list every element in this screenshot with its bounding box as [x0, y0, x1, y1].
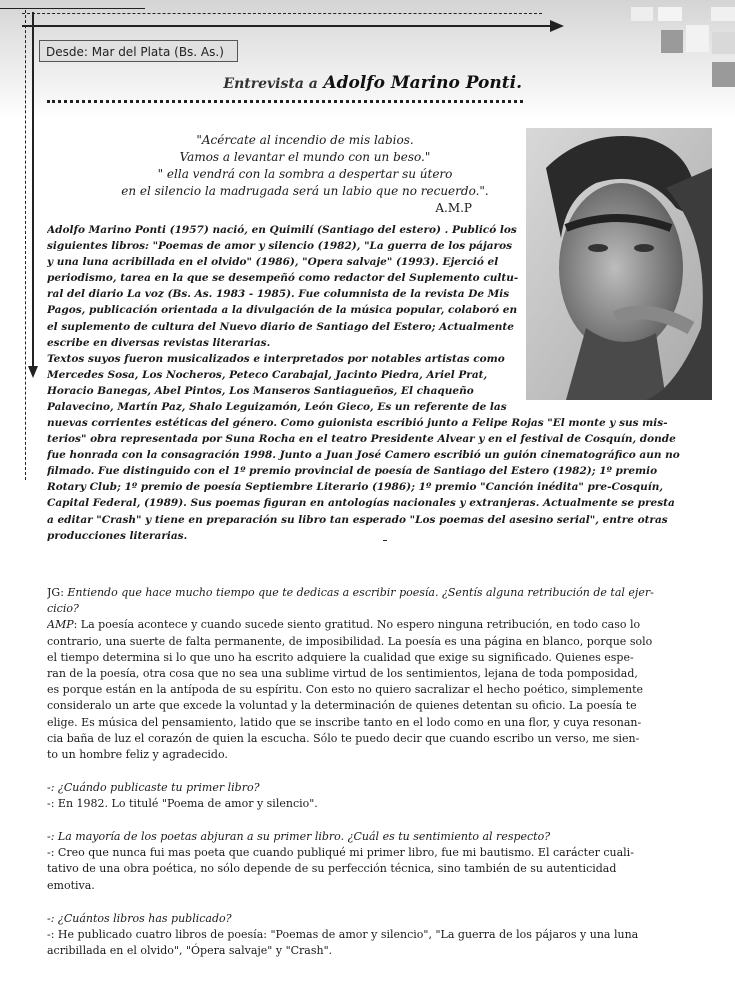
- answer-line: consideralo un arte que excede la voluntad y la determinación de quienes detentan su oficio. La poesía te: [47, 699, 637, 713]
- bio-line: a editar "Crash" y tiene en preparación su libro tan esperado "Los poemas del asesino serial", entre otras: [47, 513, 668, 526]
- answer-line: elige. Es música del pensamiento, latido que se inscribe tanto en el lodo como en una flor, y cuya resonan-: [47, 715, 642, 729]
- answer-line: emotiva.: [47, 878, 95, 892]
- bio-line: siguientes libros: "Poemas de amor y silencio (1982), "La guerra de los pájaros: [47, 240, 512, 253]
- bio-line: Rotary Club; 1º premio de poesía Septiembre Literario (1986); 1º premio "Canción inédita" pre-Cosquín,: [47, 481, 663, 494]
- bio-line: terios" obra representada por Suna Rocha en el teatro Presidente Alvear y en el festival de Cosquín, donde: [47, 433, 676, 446]
- arrow-down-icon: [28, 366, 38, 378]
- answer-line: acribillada en el olvido", "Ópera salvaje" y "Crash".: [47, 944, 333, 958]
- bio-line: Palavecino, Martín Paz, Shalo Leguizamón, León Gieco, Es un referente de las: [47, 401, 507, 414]
- answer-line: es porque están en la antípoda de su espíritu. Con esto no quiero sacralizar el hecho poético, simplemente: [47, 683, 644, 697]
- question-line: -: La mayoría de los poetas abjuran a su primer libro. ¿Cuál es tu sentimiento al respecto?: [47, 830, 551, 843]
- decor-line: [0, 8, 145, 9]
- bio-line: escribe en diversas revistas literarias.: [47, 336, 271, 349]
- bio-line: periodismo, tarea en la que se desempeñó como redactor del Suplemento cultu-: [47, 272, 519, 285]
- bio-line: Pagos, publicación orientada a la divulgación de la música popular, colaboró en: [47, 304, 518, 317]
- poem-line: en el silencio la madrugada será un labio que no recuerdo.".: [121, 184, 489, 198]
- decor-arrow-line: [32, 12, 34, 367]
- interviewer-label: JG:: [47, 586, 68, 599]
- question-line: -: ¿Cuándo publicaste tu primer libro?: [47, 781, 260, 794]
- answerer-label: AMP: [47, 618, 74, 632]
- answer-text: : La poesía acontece y cuando sucede siento gratitud. No espero ninguna retribución, en todo caso lo: [73, 618, 641, 632]
- question-text: Entiendo que hace mucho tiempo que te dedicas a escribir poesía. ¿Sentís alguna retribución de tal ejer-: [67, 586, 654, 599]
- bio-line: y una luna acribillada en el olvido" (1986), "Opera salvaje" (1993). Ejerció el: [47, 256, 499, 269]
- decor-square: [686, 25, 709, 52]
- title-prefix: Entrevista a: [223, 76, 318, 92]
- answer-line: el tiempo determina si lo que uno ha escrito adquiere la cualidad que exige su significado. Quienes espe-: [47, 650, 634, 664]
- answer-line: tativo de una obra poética, no sólo depende de su perfección técnica, sino también de su autenticidad: [47, 862, 617, 876]
- bio-line: Horacio Banegas, Abel Pintos, Los Manseros Santiagueños, El chaqueño: [47, 384, 474, 397]
- decor-square: [712, 62, 735, 87]
- title-name: Adolfo Marino Ponti.: [323, 73, 522, 93]
- decor-square: [661, 30, 683, 53]
- bio-line: ral del diario La voz (Bs. As. 1983 - 1985). Fue columnista de la revista De Mis: [47, 288, 510, 301]
- decor-dashed-line: [22, 13, 542, 14]
- answer-line: to un hombre feliz y agradecido.: [47, 748, 228, 762]
- bio-line: filmado. Fue distinguido con el 1º premio provincial de poesía de Santiago del Estero (1982); 1º premio: [47, 465, 658, 478]
- question-line: cicio?: [47, 602, 79, 616]
- location-label: Desde: Mar del Plata (Bs. As.): [39, 40, 238, 62]
- bio-line: Adolfo Marino Ponti (1957) nació, en Quimilí (Santiago del estero) . Publicó los: [47, 224, 517, 236]
- bio-paragraph: [47, 222, 521, 415]
- decor-mark: [383, 540, 387, 541]
- answer-line: -: Creo que nunca fui mas poeta que cuando publiqué mi primer libro, fue mi bautismo. El carácter cuali-: [47, 846, 634, 860]
- decor-dashed-line: [25, 10, 26, 480]
- bio-line: Textos suyos fueron musicalizados e interpretados por notables artistas como: [47, 352, 505, 365]
- interview-q3-a3: [47, 829, 679, 894]
- answer-line: contrario, una suerte de falta permanente, de imposibilidad. La poesía es una página en blanco, porque solo: [47, 634, 653, 648]
- answer-line: -: En 1982. Lo titulé "Poema de amor y silencio".: [47, 797, 318, 811]
- bio-line: Mercedes Sosa, Los Nocheros, Peteco Carabajal, Jacinto Piedra, Ariel Prat,: [47, 368, 488, 381]
- interview-q2-a2: [47, 780, 679, 812]
- answer-line: [47, 617, 679, 633]
- decor-arrow-line: [22, 25, 552, 27]
- poem-line: Vamos a levantar el mundo con un beso.": [179, 150, 431, 164]
- decor-square: [631, 7, 653, 21]
- poem-line: "Acércate al incendio de mis labios.: [196, 133, 414, 147]
- epigraph-poem: [100, 132, 510, 217]
- arrow-right-icon: [550, 20, 564, 32]
- bio-line: producciones literarias.: [47, 529, 188, 542]
- bio-line: Capital Federal, (1989). Sus poemas figuran en antologías nacionales y extranjeras. Actualmente se presta: [47, 497, 675, 510]
- bio-line: nuevas corrientes estéticas del género. Como guionista escribió junto a Felipe Rojas "El monte y sus mis-: [47, 417, 668, 429]
- title-dotted-underline: [47, 100, 523, 103]
- interview-q4-a4: [47, 911, 679, 960]
- bio-line: el suplemento de cultura del Nuevo diario de Santiago del Estero; Actualmente: [47, 320, 514, 333]
- answer-line: -: He publicado cuatro libros de poesía: "Poemas de amor y silencio", "La guerra de los pájaros y una luna: [47, 928, 639, 942]
- question-line: -: ¿Cuántos libros has publicado?: [47, 912, 232, 925]
- decor-square: [711, 7, 735, 21]
- decor-square: [712, 32, 735, 54]
- poem-signature: A.M.P: [435, 201, 472, 215]
- poem-line: " ella vendrá con la sombra a despertar su útero: [157, 167, 453, 181]
- bio-line: fue honrada con la consagración 1998. Junto a Juan José Camero escribió un guión cinematográfico aun no: [47, 449, 680, 462]
- page-title: [150, 73, 522, 93]
- answer-line: ran de la poesía, otra cosa que no sea una sublime virtud de los sentimientos, lejana de toda pomposidad,: [47, 667, 638, 681]
- question-line: [47, 585, 679, 601]
- decor-square: [658, 7, 682, 21]
- interview-q1-a1: [47, 585, 679, 763]
- answer-line: cia baña de luz el corazón de quien la escucha. Sólo te puedo decir que cuando escribo un verso, me sien-: [47, 731, 640, 745]
- author-photo: [526, 128, 712, 400]
- bio-paragraph-continued: [47, 415, 707, 544]
